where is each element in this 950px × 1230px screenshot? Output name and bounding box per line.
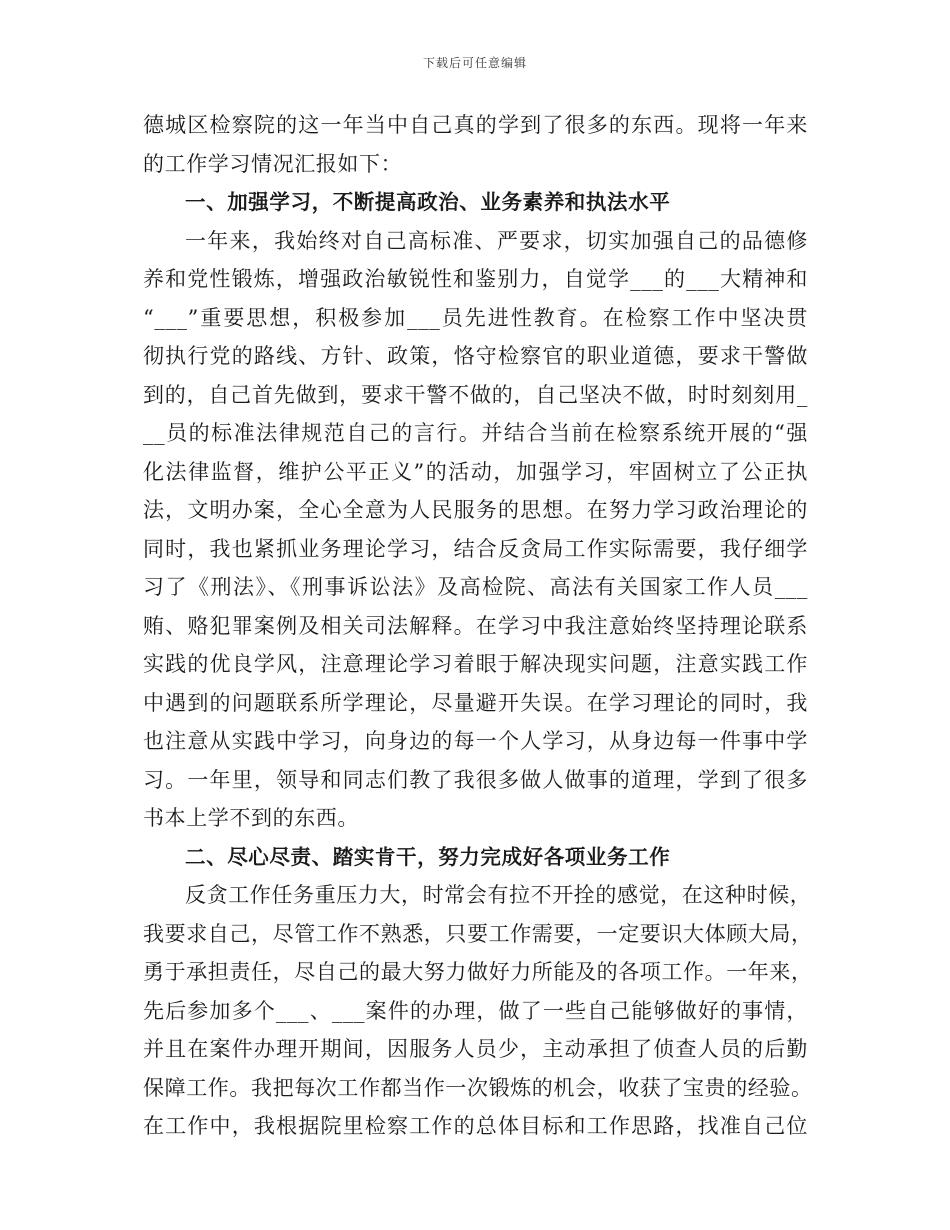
body-line: 化法律监督，维护公平正义”的活动，加强学习，牢固树立了公正执 [143, 459, 808, 484]
body-line: 德城区检察院的这一年当中自己真的学到了很多的东西。现将一年来 [143, 113, 808, 137]
body-line: 实践的优良学风，注意理论学习着眼于解决现实问题，注意实践工作 [143, 652, 808, 676]
body-line: 并且在案件办理开期间，因服务人员少，主动承担了侦查人员的后勤 [143, 1037, 808, 1061]
body-line: 书本上学不到的东西。 [143, 806, 359, 830]
body-line: “___”重要思想，积极参加___员先进性教育。在检察工作中坚决贯 [143, 305, 808, 330]
body-line: 同时，我也紧抓业务理论学习，结合反贪局工作实际需要，我仔细学 [143, 536, 808, 561]
body-line: 勇于承担责任，尽自己的最大努力做好力所能及的各项工作。一年来， [143, 960, 813, 984]
paragraph-first-line: 一年来，我始终对自己高标准、严要求，切实加强自己的品德修 [185, 228, 808, 253]
body-line: __员的标准法律规范自己的言行。并结合当前在检察系统开展的“强 [143, 421, 808, 445]
paragraph-first-line: 反贪工作任务重压力大，时常会有拉不开拴的感觉，在这种时候， [185, 883, 812, 907]
body-line: 习了《刑法》、《刑事诉讼法》及高检院、高法有关国家工作人员___ [143, 575, 808, 599]
body-line: 先后参加多个___、___案件的办理，做了一些自己能够做好的事情， [143, 998, 808, 1023]
body-line: 在工作中，我根据院里检察工作的总体目标和工作思路，找准自己位 [143, 1114, 808, 1138]
document-body [143, 106, 813, 1146]
body-line: 法，文明办案，全心全意为人民服务的思想。在努力学习政治理论的 [143, 498, 808, 522]
body-line: 中遇到的问题联系所学理论，尽量避开失误。在学习理论的同时，我 [143, 690, 808, 715]
page-header-note: 下载后可任意编辑 [422, 56, 527, 70]
body-line: 习。一年里，领导和同志们教了我很多做人做事的道理，学到了很多 [143, 767, 808, 792]
section-heading-2: 二、尽心尽责、踏实肯干，努力完成好各项业务工作 [185, 844, 671, 869]
body-line: 保障工作。我把每次工作都当作一次锻炼的机会，收获了宝贵的经验。 [143, 1075, 813, 1100]
body-line: 到的，自己首先做到，要求干警不做的，自己坚决不做，时时刻刻用_ [143, 382, 808, 407]
section-heading-1: 一、加强学习，不断提高政治、业务素养和执法水平 [185, 190, 671, 214]
body-line: 彻执行党的路线、方针、政策，恪守检察官的职业道德，要求干警做 [143, 344, 808, 368]
body-line: 养和党性锻炼，增强政治敏锐性和鉴别力，自觉学___的___大精神和 [143, 267, 808, 291]
body-line: 也注意从实践中学习，向身边的每一个人学习，从身边每一件事中学 [143, 729, 808, 753]
body-line: 贿、赂犯罪案例及相关司法解释。在学习中我注意始终坚持理论联系 [143, 613, 808, 638]
body-line: 我要求自己，尽管工作不熟悉，只要工作需要，一定要识大体顾大局， [143, 921, 813, 946]
body-line: 的工作学习情况汇报如下： [143, 151, 403, 176]
